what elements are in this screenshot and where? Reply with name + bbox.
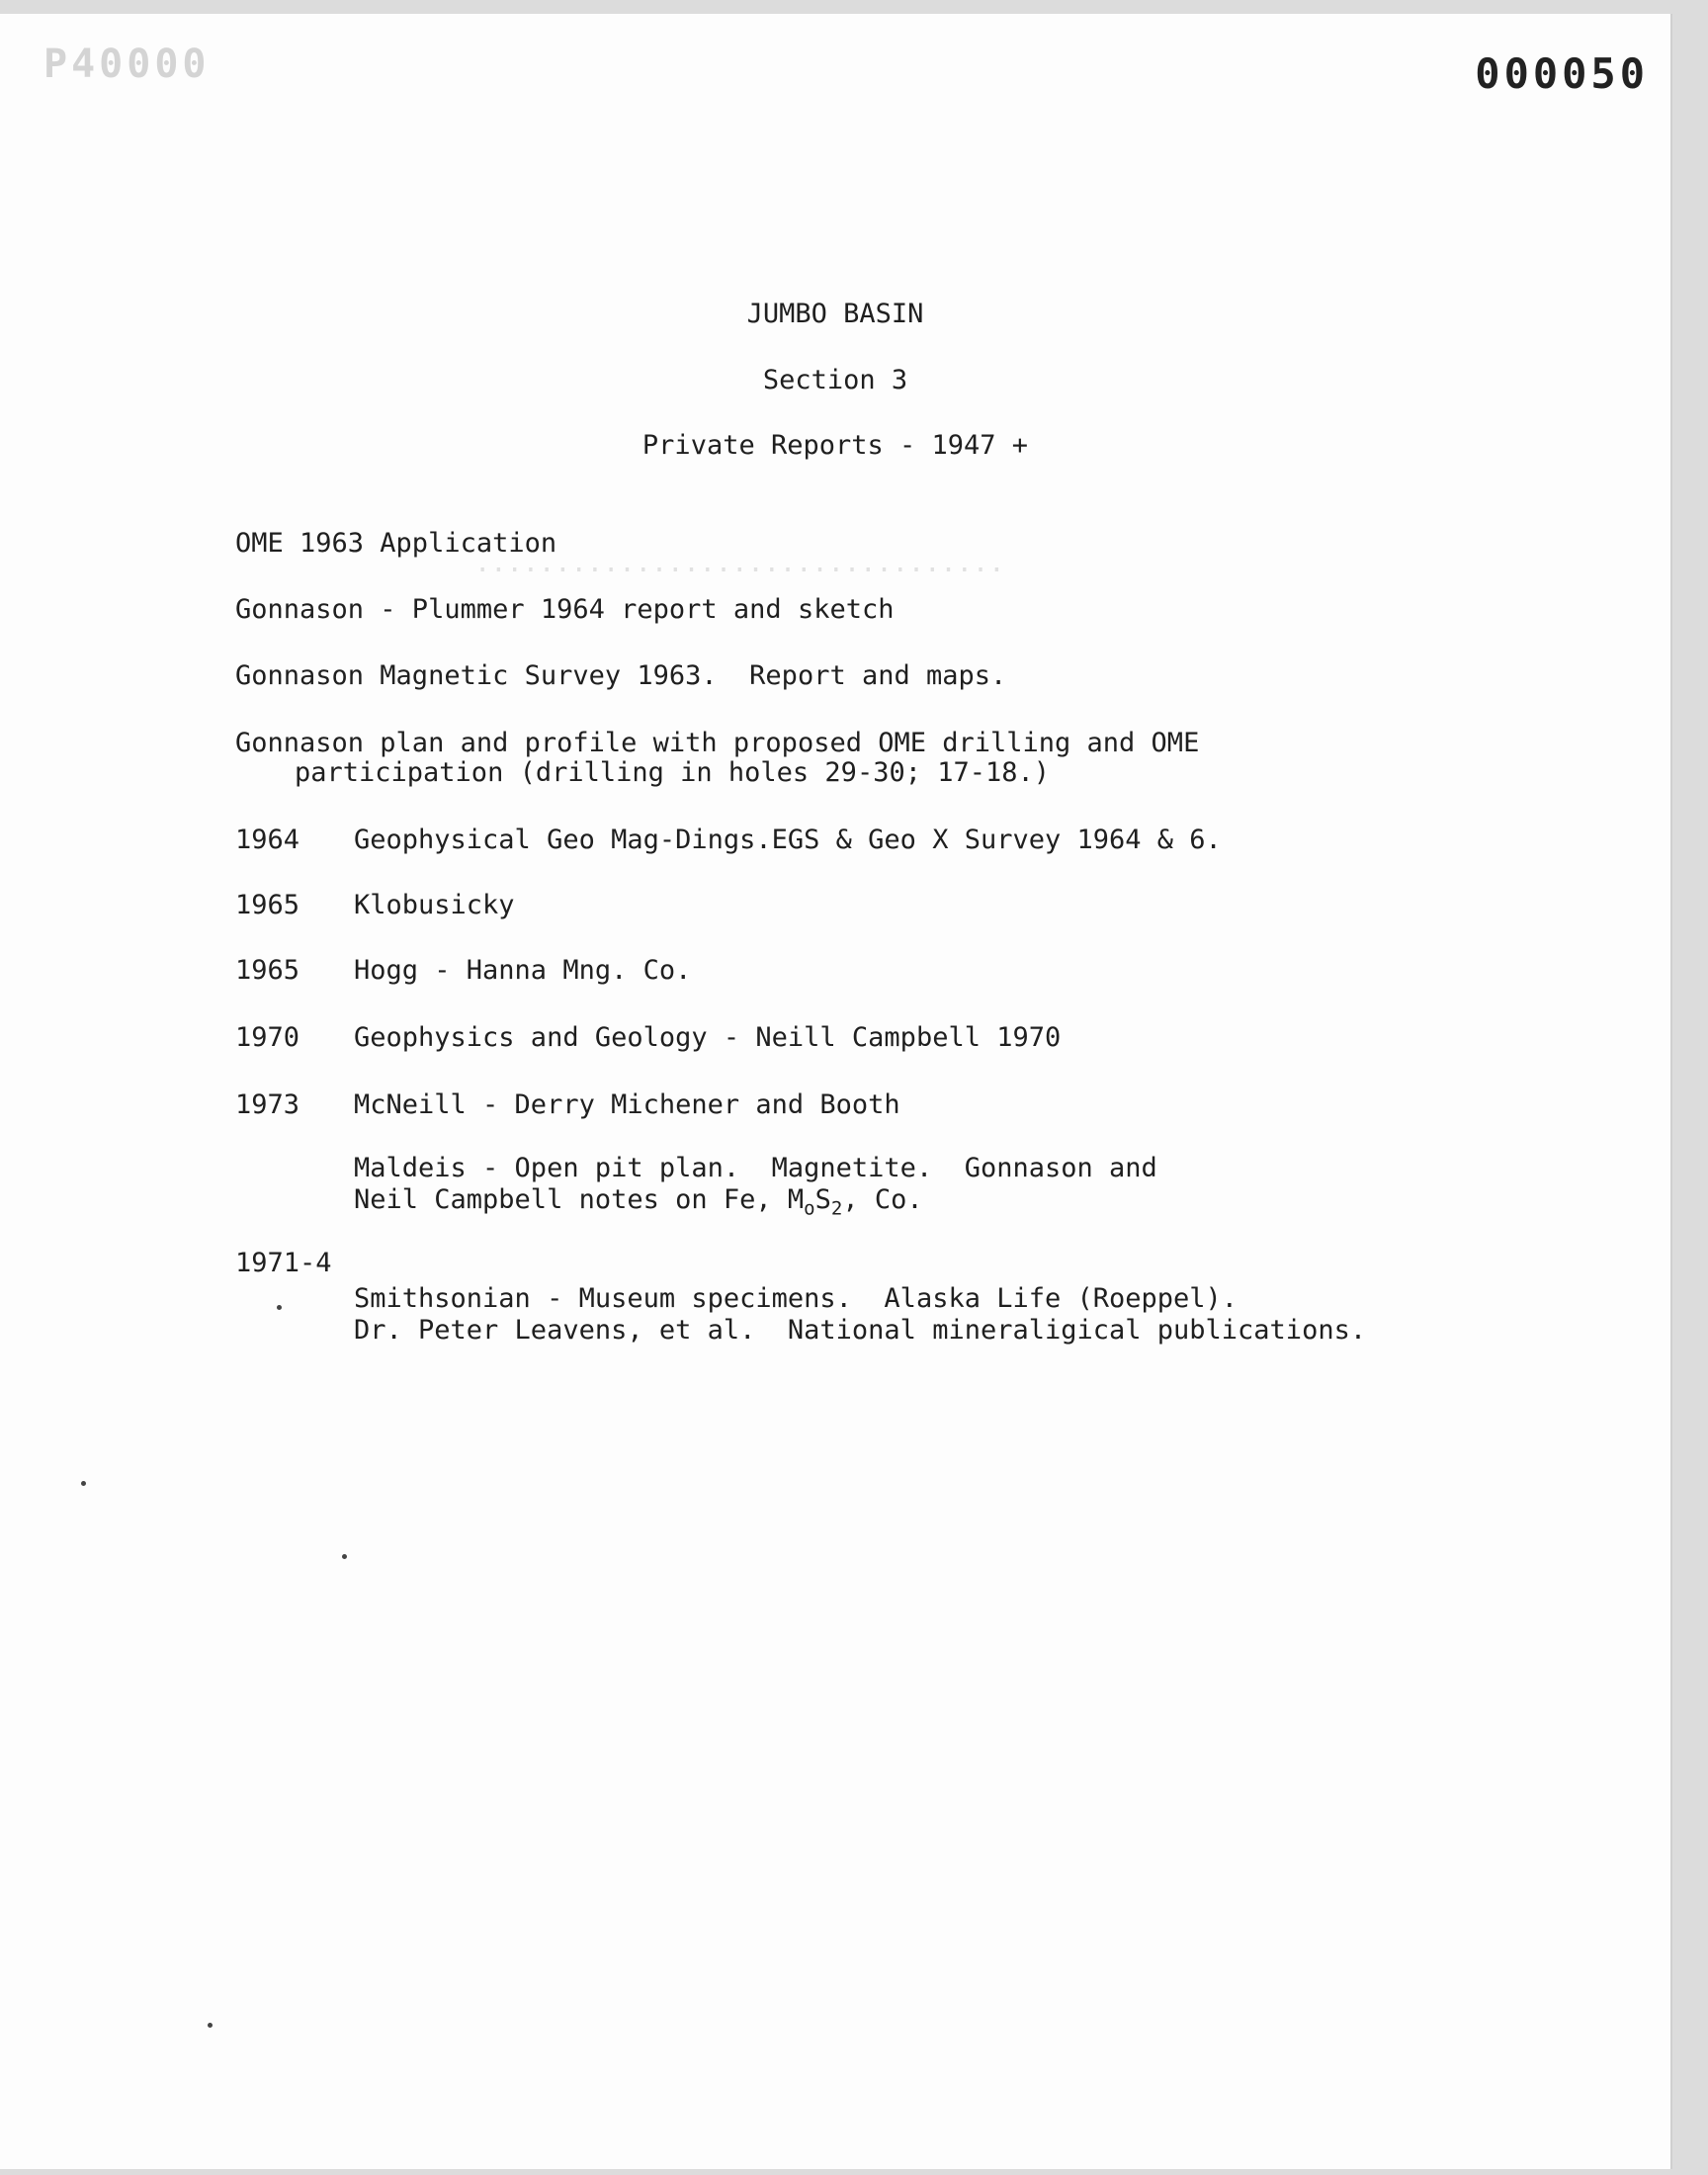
bleed-through-text: ................................. [474,548,1005,578]
faded-page-stamp: P40000 [43,42,211,87]
maldeis-line-1: Maldeis - Open pit plan. Magnetite. Gonnason and [354,1153,1157,1183]
entry-text: McNeill - Derry Michener and Booth [354,1089,900,1120]
entry-text: Geophysical Geo Mag-Dings.EGS & Geo X Survey 1964 & 6. [354,825,1222,855]
scan-speck [208,2023,213,2028]
section-label: Section 3 [762,365,908,395]
entry-gonnason-plummer: Gonnason - Plummer 1964 report and sketch [235,594,895,625]
entry-text: Geophysics and Geology - Neill Campbell 1970 [354,1022,1062,1053]
document-title: JUMBO BASIN [746,299,924,329]
entry-gonnason-plan: Gonnason plan and profile with proposed OME drilling and OME [235,728,1200,758]
entry-gonnason-plan-cont: participation (drilling in holes 29-30; 17-18.) [295,757,1051,788]
smithsonian-line-1: Smithsonian - Museum specimens. Alaska Life (Roeppel). [354,1283,1238,1314]
entry-text: Hogg - Hanna Mng. Co. [354,955,692,986]
scan-speck [81,1481,86,1486]
entry-ome-application: OME 1963 Application [235,528,557,559]
entry-year: 1965 [235,955,300,986]
entry-year-range: 1971-4 [235,1248,332,1278]
entry-year: 1973 [235,1089,300,1120]
entry-text: Klobusicky [354,890,515,920]
entry-year: 1964 [235,825,300,855]
document-page [0,14,1670,2169]
entry-year: 1965 [235,890,300,920]
maldeis-line-2: Neil Campbell notes on Fe, $M_oS_2$, Co. [354,1184,923,1220]
page-number-stamp: 000050 [1475,49,1649,98]
scan-speck [342,1554,347,1559]
smithsonian-line-2: Dr. Peter Leavens, et al. National mineraligical publications. [354,1315,1367,1346]
entry-gonnason-magnetic: Gonnason Magnetic Survey 1963. Report and maps. [235,660,1007,691]
scan-speck [277,1305,282,1310]
entry-year: 1970 [235,1022,300,1053]
document-subtitle: Private Reports - 1947 + [641,430,1029,461]
